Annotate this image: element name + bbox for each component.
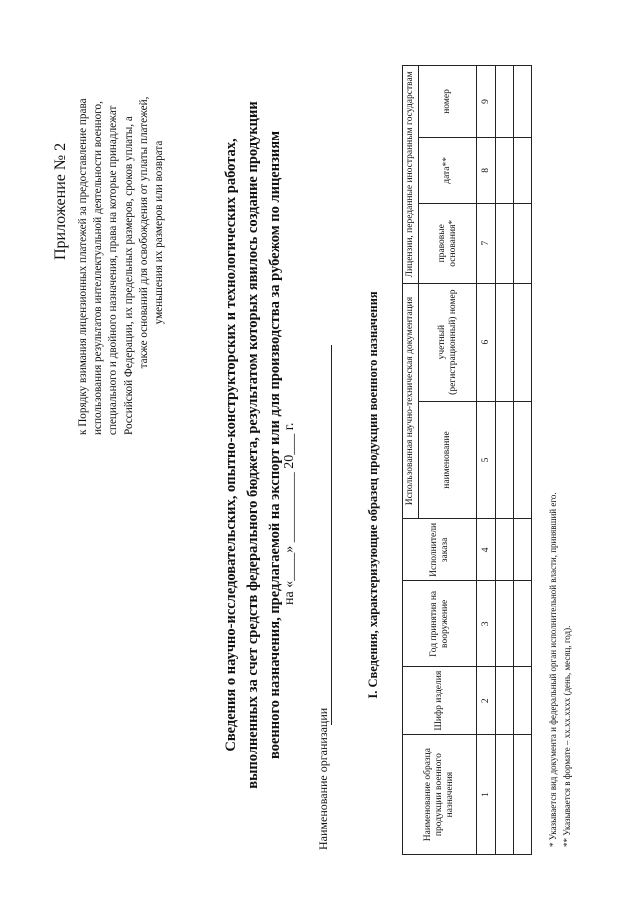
table-cell[interactable] (514, 283, 532, 401)
header-license-basis: правовые основания* (419, 203, 477, 283)
annex-line: уменьшения их размеров или возврата (153, 140, 166, 325)
table-cell[interactable] (496, 667, 514, 735)
header-product-name: Наименование образца продукции военного назначения (403, 735, 477, 855)
annex-reference-text (76, 30, 167, 435)
footnote: * Указывается вид документа и федеральный орган исполнительной власти, принявший его. (548, 492, 558, 847)
header-code: Шифр изделия (403, 667, 477, 735)
column-number: 8 (477, 137, 496, 203)
column-number: 4 (477, 519, 496, 581)
annex-line: к Порядку взимания лицензионных платежей за предоставление права (77, 98, 89, 435)
column-number: 2 (477, 667, 496, 735)
table-cell[interactable] (496, 66, 514, 138)
table-cell[interactable] (496, 581, 514, 667)
header-license-number: номер (419, 66, 477, 138)
document-title (220, 65, 286, 825)
header-executors: Исполнители заказа (403, 519, 477, 581)
table-cell[interactable] (496, 401, 514, 519)
report-date-line: на «____» __________ 20___ г. (282, 422, 297, 605)
organization-label: Наименование организации (316, 707, 330, 850)
table-header-row (403, 66, 419, 855)
table-cell[interactable] (514, 581, 532, 667)
column-number: 3 (477, 581, 496, 667)
column-number: 6 (477, 283, 496, 401)
title-line: Сведения о научно-исследовательских, опытно-конструкторских и технологических работах, (223, 138, 239, 752)
header-doc-name: наименование (419, 401, 477, 519)
table-cell[interactable] (496, 203, 514, 283)
section-title: I. Сведения, характеризующие образец продукции военного назначения (366, 291, 380, 699)
table-cell[interactable] (496, 519, 514, 581)
table-row (514, 66, 532, 855)
annex-line: специального и двойного назначения, права на которые принадлежат (107, 105, 120, 435)
header-doc-number: учетный (регистрационный) номер (419, 283, 477, 401)
table-cell[interactable] (514, 137, 532, 203)
table-row (496, 66, 514, 855)
table-cell[interactable] (514, 667, 532, 735)
title-line: военного назначения, предлагаемой на экспорт или для производства за рубежом по лицензиям (267, 131, 283, 760)
table-cell[interactable] (514, 203, 532, 283)
military-products-table (402, 65, 532, 855)
table-cell[interactable] (514, 66, 532, 138)
header-year: Год принятия на вооружение (403, 581, 477, 667)
table-cell[interactable] (514, 401, 532, 519)
table-cell[interactable] (496, 137, 514, 203)
header-documentation: Использованная научно-техническая документация (403, 283, 419, 519)
annex-line: также оснований для освобождения от уплаты платежей, (137, 96, 150, 369)
header-licenses: Лицензии, переданные иностранным государствам (403, 66, 419, 284)
footnote: ** Указывается в формате – хх.хх.хххх (день, месяц, год). (562, 625, 572, 847)
title-line: выполненных за счет средств федерального бюджета, результатом которых явилось создание продукции (245, 101, 261, 789)
annex-line: использования результатов интеллектуальной деятельности военного, (92, 101, 105, 435)
column-number: 1 (477, 735, 496, 855)
column-number: 5 (477, 401, 496, 519)
table-cell[interactable] (496, 735, 514, 855)
table-cell[interactable] (514, 519, 532, 581)
table-cell[interactable] (514, 735, 532, 855)
column-number: 7 (477, 203, 496, 283)
column-number: 9 (477, 66, 496, 138)
annex-title: Приложение № 2 (52, 142, 69, 260)
annex-line: Российской Федерации, их предельных размеров, сроков уплаты, а (122, 116, 135, 435)
header-license-date: дата** (419, 137, 477, 203)
column-number-row (477, 66, 496, 855)
table-cell[interactable] (496, 283, 514, 401)
organization-name-field[interactable] (331, 345, 332, 725)
